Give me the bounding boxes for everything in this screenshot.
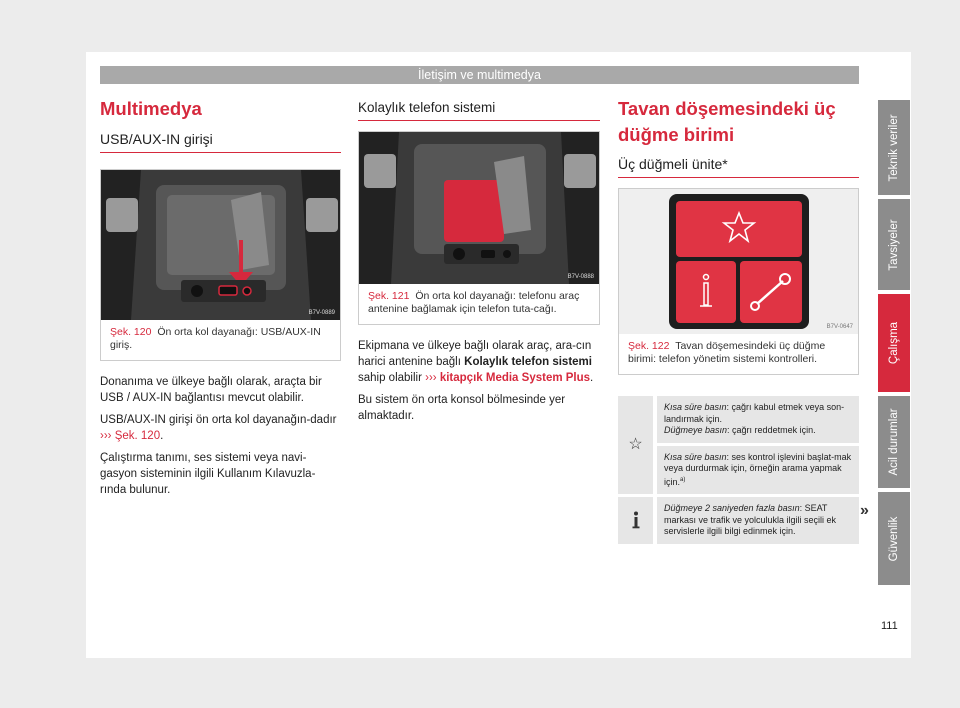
tab-label: Teknik veriler xyxy=(888,113,900,182)
body-text xyxy=(100,374,341,498)
cell-text: : çağrı kabul etmek veya son-landırmak için. xyxy=(664,402,845,424)
column-usb xyxy=(100,96,341,504)
figure-label: Şek. 120 xyxy=(110,326,152,338)
phone-holder-image xyxy=(359,132,599,284)
continue-marker: » xyxy=(860,502,869,519)
subsection-title-three-button: Üç düğmeli ünite* xyxy=(618,156,859,178)
table-row xyxy=(618,497,859,547)
paragraph-text: Ekipmana ve ülkeye bağlı olarak araç, ara-cın harici antenine bağlı xyxy=(358,340,592,368)
cell-text: : ses kontrol işlevini başlat-mak veya durdurmak için, örneğin arama yapmak için. xyxy=(664,451,852,487)
paragraph-end: . xyxy=(590,372,594,384)
info-icon xyxy=(618,497,653,544)
tab-label: Tavsiyeler xyxy=(888,218,900,271)
ref-arrow: ››› xyxy=(100,430,112,442)
table-cells xyxy=(657,497,859,547)
figure-caption xyxy=(619,334,858,374)
column-phone xyxy=(358,96,600,430)
paragraph-text: sahip olabilir xyxy=(358,372,422,384)
column-buttons xyxy=(618,96,859,547)
figure-code: B7V-0647 xyxy=(826,324,853,330)
figure-caption xyxy=(101,320,340,360)
tab-label: Acil durumlar xyxy=(888,408,900,476)
section-title-multimedia: Multimedya xyxy=(100,98,202,119)
booklet-ref-link[interactable]: kitapçık Media System Plus xyxy=(439,372,591,384)
subsection-title-usb: USB/AUX-IN girişi xyxy=(100,131,341,153)
side-tabs xyxy=(878,100,910,589)
figure-code: B7V-0888 xyxy=(567,274,594,280)
table-cell xyxy=(657,497,859,544)
footnote-mark: a) xyxy=(680,476,686,483)
cell-emphasis: Düğmeye basın xyxy=(664,425,728,435)
button-function-table xyxy=(618,396,859,547)
figure-caption xyxy=(359,284,599,324)
star-icon: ☆ xyxy=(618,396,653,494)
paragraph: Çalıştırma tanımı, ses sistemi veya navi-gasyon sisteminin ilgili Kullanım Kılavuzla-rında bulunur. xyxy=(100,452,316,496)
paragraph xyxy=(358,338,600,386)
tab-label: Güvenlik xyxy=(888,516,900,561)
section-title-roof-buttons: Tavan döşemesindeki üç düğme birimi xyxy=(618,98,836,145)
cell-text: : çağrı reddetmek için. xyxy=(727,425,816,435)
paragraph xyxy=(100,412,341,444)
tab-guvenlik[interactable] xyxy=(878,492,910,585)
figure-caption-text: Tavan döşemesindeki üç düğme birimi: telefon yönetim sistemi kontrolleri. xyxy=(628,340,826,365)
tab-tavsiyeler[interactable] xyxy=(878,199,910,290)
page-number: 111 xyxy=(881,620,898,632)
figure-label: Şek. 122 xyxy=(628,340,670,352)
usb-armrest-image xyxy=(101,170,340,320)
figure-caption-text: Ön orta kol dayanağı: USB/AUX-IN giriş. xyxy=(110,326,321,351)
figure-caption-text: Ön orta kol dayanağı: telefonu araç antenine bağlamak için telefon tuta-cağı. xyxy=(368,290,580,315)
cell-emphasis: Kısa süre basın xyxy=(664,451,727,462)
tab-label: Çalışma xyxy=(888,321,900,365)
body-text xyxy=(358,338,600,424)
cell-emphasis: Düğmeye 2 saniyeden fazla basın xyxy=(664,503,800,513)
paragraph: Bu sistem ön orta konsol bölmesinde yer almaktadır. xyxy=(358,394,566,422)
cell-text: : SEAT markası ve trafik ve yolculukla ilgili seçili ek servislerle ilgili bilgi edinmek için. xyxy=(664,503,837,536)
table-cells xyxy=(657,396,859,497)
tab-teknik-veriler[interactable] xyxy=(878,100,910,195)
table-cell xyxy=(657,446,859,495)
paragraph: Donanıma ve ülkeye bağlı olarak, araçta bir USB / AUX-IN bağlantısı mevcut olabilir. xyxy=(100,376,322,404)
cell-emphasis: Kısa süre basın xyxy=(664,402,727,412)
figure-120 xyxy=(100,169,341,361)
section-header: İletişim ve multimedya xyxy=(100,66,859,84)
table-cell xyxy=(657,396,859,443)
figure-code: B7V-0889 xyxy=(308,310,335,316)
subsection-title-phone: Kolaylık telefon sistemi xyxy=(358,100,600,121)
paragraph-text: USB/AUX-IN girişi ön orta kol dayanağın-dadır xyxy=(100,414,337,426)
figure-121 xyxy=(358,131,600,325)
table-row xyxy=(618,396,859,497)
ref-arrow: ››› xyxy=(425,372,437,384)
three-button-image xyxy=(619,189,858,334)
paragraph-end: . xyxy=(160,430,164,442)
bold-term: Kolaylık telefon sistemi xyxy=(464,356,592,368)
tab-calisma[interactable] xyxy=(878,294,910,392)
tab-acil-durumlar[interactable] xyxy=(878,396,910,488)
figure-122 xyxy=(618,188,859,375)
figure-label: Şek. 121 xyxy=(368,290,410,302)
figure-ref-link[interactable]: Şek. 120 xyxy=(114,430,161,442)
